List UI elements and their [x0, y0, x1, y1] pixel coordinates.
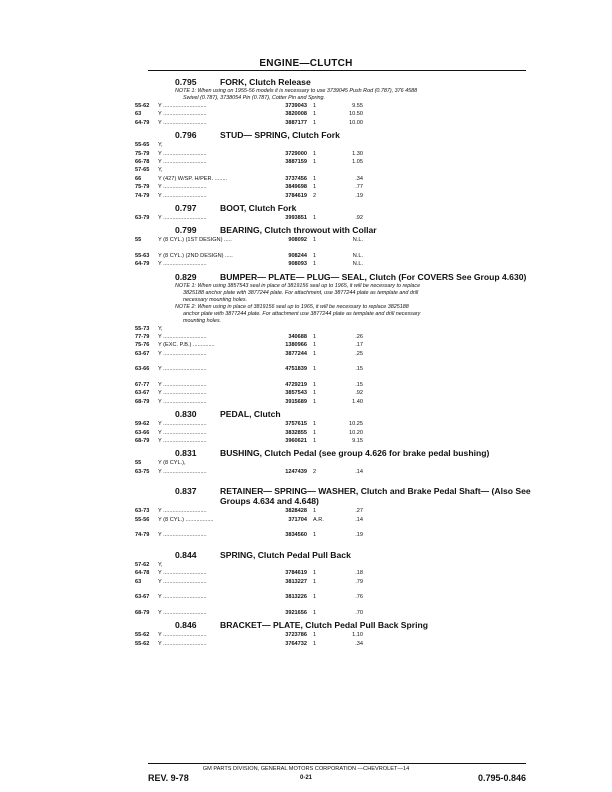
quantity: 1 [313, 158, 317, 165]
price: .26 [355, 334, 363, 341]
price: N.L. [352, 237, 363, 244]
application: Y ............................ [158, 421, 207, 428]
part-row [135, 420, 535, 428]
price: 10.50 [349, 111, 363, 118]
model-years: 55-73 [135, 325, 150, 332]
part-number: 3887177 [285, 119, 307, 126]
part-number: 4729219 [285, 382, 307, 389]
part-number: 3857543 [285, 390, 307, 397]
model-years: 63-66 [135, 366, 150, 373]
part-number: 340688 [288, 334, 307, 341]
quantity: A.R. [313, 516, 324, 523]
application: Y ............................ [158, 609, 207, 616]
application: Y ............................ [158, 334, 207, 341]
quantity: 1 [313, 103, 317, 109]
section-heading [135, 550, 535, 560]
application: Y ............................ [158, 382, 207, 389]
application: Y ............................ [158, 437, 207, 444]
part-row [135, 631, 535, 639]
price: 1.40 [352, 398, 363, 405]
model-years: 55-62 [135, 103, 150, 109]
part-number: 3834560 [285, 532, 307, 539]
part-number: 3813227 [285, 578, 307, 585]
quantity: 1 [313, 594, 317, 601]
application: Y (8 CYL.) .................. [158, 516, 214, 523]
application: Y ............................ [158, 103, 207, 109]
part-number: 3739043 [285, 103, 307, 109]
part-row [135, 381, 535, 389]
quantity: 1 [313, 150, 317, 157]
price: 10.00 [349, 119, 363, 126]
application: Y ............................ [158, 632, 207, 639]
price: 9.55 [352, 103, 363, 109]
price: .27 [355, 508, 363, 515]
quantity: 2 [313, 192, 317, 199]
model-years: 75-79 [135, 184, 150, 191]
price: .70 [355, 609, 363, 616]
price: .15 [355, 382, 363, 389]
model-years: 57-65 [135, 167, 150, 174]
part-row [135, 350, 535, 366]
part-row [135, 507, 535, 515]
section-title: FORK, Clutch Release [220, 77, 311, 87]
model-years: 74-79 [135, 192, 150, 199]
application: Y ............................ [158, 158, 207, 165]
section-heading [135, 486, 535, 506]
part-row [135, 429, 535, 437]
part-row [135, 252, 535, 260]
quantity: 1 [313, 350, 317, 357]
application: Y ............................ [158, 184, 207, 191]
application: Y, [158, 142, 163, 149]
application: Y ............................ [158, 214, 207, 221]
model-years: 68-79 [135, 609, 150, 616]
quantity: 1 [313, 390, 317, 397]
note-line: anchor plate with 3877244 plate. For attachment use 3877244 plate as template and drill necessary [183, 310, 421, 317]
part-number: 3764732 [285, 640, 307, 647]
section-title: BOOT, Clutch Fork [220, 202, 297, 213]
part-row [135, 398, 535, 406]
group-range: 0.795-0.846 [477, 773, 526, 783]
section-heading [135, 409, 535, 419]
quantity: 1 [313, 532, 317, 539]
part-number: 3887159 [285, 158, 307, 165]
part-number: 3729000 [285, 150, 307, 157]
quantity: 1 [313, 111, 317, 118]
application: Y ............................ [158, 578, 207, 585]
section-number: 0.846 [175, 620, 197, 631]
model-years: 55-56 [135, 516, 150, 523]
header-rule [148, 70, 526, 71]
part-row [135, 236, 535, 252]
section-title: STUD— SPRING, Clutch Fork [220, 130, 340, 141]
application: Y ............................ [158, 366, 207, 373]
part-number: 3813226 [285, 594, 307, 601]
quantity: 1 [313, 252, 317, 259]
model-years: 64-79 [135, 119, 150, 126]
application: Y ............................ [158, 640, 207, 647]
model-years: 55-65 [135, 142, 150, 149]
application: Y, [158, 167, 163, 174]
section-heading [135, 272, 535, 282]
footer-rule [148, 763, 526, 764]
part-number: 3757615 [285, 421, 307, 428]
section-heading [135, 77, 535, 87]
price: .18 [355, 570, 363, 577]
application: Y (8 CYL.), [158, 460, 186, 467]
application: Y ............................ [158, 532, 207, 539]
model-years: 55 [135, 237, 142, 244]
part-row [135, 141, 535, 149]
model-years: 55-63 [135, 252, 150, 259]
price: 10.25 [349, 421, 363, 428]
part-number: 3737456 [285, 175, 307, 182]
quantity: 1 [313, 640, 317, 647]
part-row [135, 119, 535, 127]
model-years: 77-79 [135, 334, 150, 341]
section-number: 0.795 [175, 77, 197, 87]
section-heading [135, 130, 535, 140]
section-title: BUSHING, Clutch Pedal (see group 4.626 for brake pedal bushing) [220, 448, 490, 459]
price: 1.30 [352, 150, 363, 157]
footer-publisher: GM PARTS DIVISION, GENERAL MOTORS CORPORATION —CHEVROLET—14 [202, 766, 410, 772]
application: Y (8 CYL.) (2ND DESIGN) ..... [158, 252, 233, 259]
section-heading [135, 448, 535, 458]
application: Y (EXC. P.B.) .............. [158, 342, 215, 349]
model-years: 59-62 [135, 421, 150, 428]
application: Y (427) W/SP. H/PER. ........ [158, 175, 228, 182]
application: Y ............................ [158, 111, 207, 118]
application: Y ............................ [158, 429, 207, 436]
application: Y ............................ [158, 398, 207, 405]
part-row [135, 561, 535, 569]
model-years: 64-78 [135, 570, 150, 577]
price: .14 [355, 516, 363, 523]
part-row [135, 341, 535, 349]
part-row [135, 260, 535, 268]
price: 1.05 [352, 158, 363, 165]
model-years: 63-79 [135, 214, 150, 221]
model-years: 63 [135, 111, 142, 118]
part-row [135, 593, 535, 609]
model-years: 63-75 [135, 468, 150, 475]
quantity: 1 [313, 342, 317, 349]
application: Y, [158, 325, 163, 332]
part-number: 1380966 [285, 342, 307, 349]
note-line: NOTE 1: When using 3857543 seal in place of 3819156 seal up to 1965, it will be necessary to replace [175, 282, 421, 289]
section-title: RETAINER— SPRING— WASHER, Clutch and Brake Pedal Shaft— (Also See Groups 4.634 and 4.648) [220, 486, 531, 507]
model-years: 63-67 [135, 594, 150, 601]
price: .34 [355, 175, 363, 182]
part-row [135, 640, 535, 648]
price: .34 [355, 640, 363, 647]
application: Y ............................ [158, 390, 207, 397]
part-number: 371704 [288, 516, 307, 523]
part-number: 908244 [288, 252, 307, 259]
page-title: ENGINE—CLUTCH [259, 58, 353, 69]
part-row [135, 468, 535, 484]
application: Y ............................ [158, 594, 207, 601]
price: .19 [355, 192, 363, 199]
model-years: 63-73 [135, 508, 150, 515]
section-number: 0.844 [175, 549, 197, 560]
price: .15 [355, 366, 363, 373]
part-number: 1247439 [285, 468, 307, 475]
part-row [135, 102, 535, 110]
section-number: 0.830 [175, 409, 197, 420]
part-number: 908093 [288, 261, 307, 268]
application: Y ............................ [158, 508, 207, 515]
part-row [135, 158, 535, 166]
quantity: 1 [313, 398, 317, 405]
application: Y, [158, 561, 163, 568]
model-years: 67-77 [135, 382, 150, 389]
quantity: 1 [313, 578, 317, 585]
application: Y ............................ [158, 468, 207, 475]
part-row [135, 183, 535, 191]
part-number: 3832855 [285, 429, 307, 436]
part-row [135, 531, 535, 547]
section-number: 0.796 [175, 130, 197, 141]
revision-date: REV. 9-78 [148, 773, 189, 783]
price: 9.15 [352, 437, 363, 444]
model-years: 63-67 [135, 390, 150, 397]
part-number: 3877244 [285, 350, 307, 357]
section-title: BEARING, Clutch throwout with Collar [220, 225, 377, 236]
section-note [135, 88, 535, 102]
price: .92 [355, 390, 363, 397]
model-years: 63 [135, 578, 142, 585]
part-row [135, 214, 535, 222]
price: .25 [355, 350, 363, 357]
part-number: 3723786 [285, 632, 307, 639]
application: Y ............................ [158, 119, 207, 126]
part-number: 4751839 [285, 366, 307, 373]
note-line: necessary mounting holes. [183, 296, 248, 303]
section-number: 0.831 [175, 448, 197, 459]
part-row [135, 516, 535, 532]
quantity: 1 [313, 175, 317, 182]
application: Y (8 CYL.) (1ST DESIGN) ..... [158, 237, 232, 244]
section-heading [135, 203, 535, 213]
section-heading [135, 620, 535, 630]
model-years: 63-66 [135, 429, 150, 436]
price: 10.20 [349, 429, 363, 436]
model-years: 55 [135, 460, 142, 467]
page-number: 0-21 [299, 775, 312, 781]
quantity: 1 [313, 421, 317, 428]
part-row [135, 459, 535, 467]
section-note [135, 304, 535, 325]
part-row [135, 389, 535, 397]
note-line: mounting holes. [183, 317, 222, 324]
model-years: 55-62 [135, 632, 150, 639]
part-row [135, 437, 535, 445]
application: Y ............................ [158, 150, 207, 157]
model-years: 57-62 [135, 561, 150, 568]
part-row [135, 365, 535, 381]
part-row [135, 609, 535, 617]
price: .14 [355, 468, 363, 475]
part-number: 3993851 [285, 214, 307, 221]
quantity: 1 [313, 382, 317, 389]
model-years: 55-62 [135, 640, 150, 647]
price: .92 [355, 214, 363, 221]
part-number: 3849698 [285, 184, 307, 191]
note-line: NOTE 1: When using on 1955-56 models it is necessary to use 3739045 Push Rod (0.787), 376 4588 [175, 88, 418, 94]
section-title: BUMPER— PLATE— PLUG— SEAL, Clutch (For COVERS See Group 4.630) [220, 271, 527, 282]
part-row [135, 166, 535, 174]
price: N.L. [352, 252, 363, 259]
model-years: 68-79 [135, 437, 150, 444]
section-number: 0.829 [175, 271, 197, 282]
part-row [135, 333, 535, 341]
quantity: 1 [313, 184, 317, 191]
application: Y ............................ [158, 192, 207, 199]
price: N.L. [352, 261, 363, 268]
section-title: PEDAL, Clutch [220, 409, 281, 420]
section-title: BRACKET— PLATE, Clutch Pedal Pull Back Spring [220, 620, 429, 631]
price: 1.10 [352, 632, 363, 639]
quantity: 1 [313, 508, 317, 515]
quantity: 1 [313, 437, 317, 444]
section-heading [135, 225, 535, 235]
price: .79 [355, 578, 363, 585]
quantity: 1 [313, 609, 317, 616]
part-row [135, 569, 535, 577]
section-note [135, 283, 535, 304]
section-number: 0.799 [175, 225, 197, 236]
section-title: SPRING, Clutch Pedal Pull Back [220, 549, 351, 560]
part-row [135, 325, 535, 333]
quantity: 1 [313, 570, 317, 577]
section-number: 0.797 [175, 202, 197, 213]
part-number: 3784619 [285, 570, 307, 577]
model-years: 74-79 [135, 532, 150, 539]
part-row [135, 175, 535, 183]
quantity: 2 [313, 468, 317, 475]
part-row [135, 578, 535, 594]
quantity: 1 [313, 334, 317, 341]
note-line: Swivel (0.787), 3738054 Pin (0.787), Cotter Pin and Spring. [183, 95, 326, 101]
parts-catalog-content [135, 74, 535, 648]
quantity: 1 [313, 119, 317, 126]
section-number: 0.837 [175, 486, 197, 497]
model-years: 75-79 [135, 150, 150, 157]
model-years: 66-78 [135, 158, 150, 165]
part-row [135, 192, 535, 200]
part-number: 3828428 [285, 508, 307, 515]
application: Y ............................ [158, 570, 207, 577]
model-years: 66 [135, 175, 142, 182]
note-line: 3825188 anchor plate with 3877244 plate. For attachment, use 3877244 plate as template and drill [183, 289, 419, 296]
quantity: 1 [313, 237, 317, 244]
quantity: 1 [313, 429, 317, 436]
application: Y ............................ [158, 261, 207, 268]
part-number: 3960621 [285, 437, 307, 444]
quantity: 1 [313, 214, 317, 221]
model-years: 64-79 [135, 261, 150, 268]
application: Y ............................ [158, 350, 207, 357]
part-number: 908092 [288, 237, 307, 244]
quantity: 1 [313, 632, 317, 639]
part-number: 3820008 [285, 111, 307, 118]
part-row [135, 150, 535, 158]
price: .76 [355, 594, 363, 601]
part-row [135, 110, 535, 118]
part-number: 3921656 [285, 609, 307, 616]
price: .19 [355, 532, 363, 539]
part-number: 3784619 [285, 192, 307, 199]
note-line: NOTE 2: When using in place of 3819156 seal up to 1965, it will be necessary to replace 3825188 [175, 303, 409, 310]
part-number: 3915689 [285, 398, 307, 405]
quantity: 1 [313, 261, 317, 268]
model-years: 75-76 [135, 342, 150, 349]
model-years: 68-79 [135, 398, 150, 405]
model-years: 63-67 [135, 350, 150, 357]
quantity: 1 [313, 366, 317, 373]
price: .77 [355, 184, 363, 191]
price: .17 [355, 342, 363, 349]
